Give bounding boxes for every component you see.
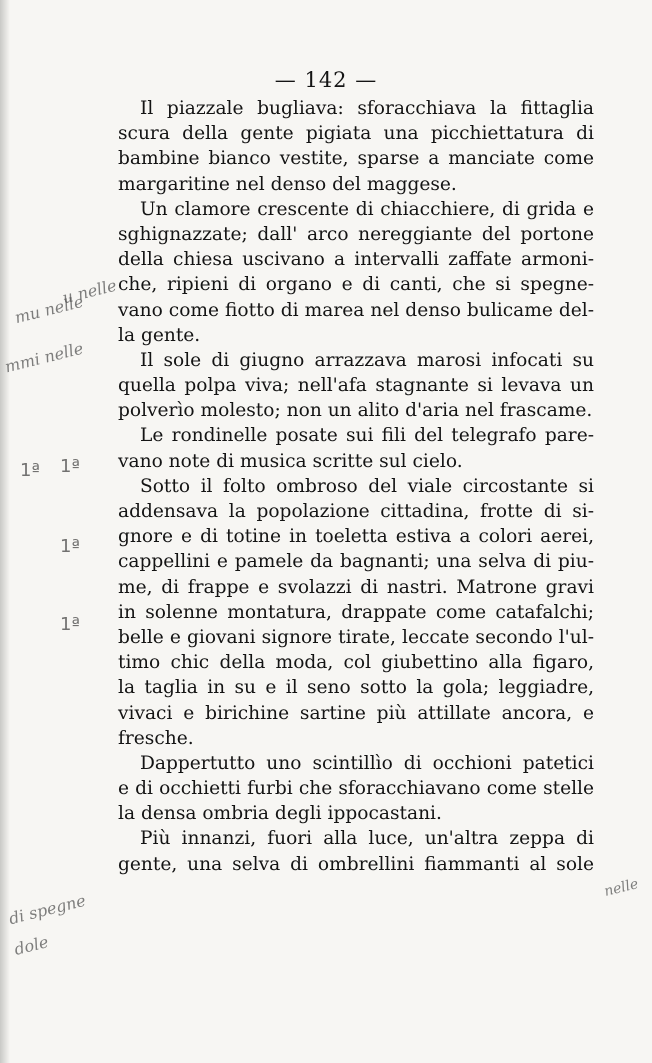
margin-note: u nelle bbox=[60, 275, 119, 308]
text-line: bambine bianco vestite, sparse a manciate come bbox=[118, 148, 594, 170]
text-line: fresche. bbox=[118, 727, 194, 749]
text-line: scura della gente pigiata una picchiettatura di bbox=[118, 123, 594, 145]
text-line: addensava la popolazione cittadina, frotte di si- bbox=[118, 501, 594, 522]
text-line: gnore e di totine in toeletta estiva a colori aerei, bbox=[118, 526, 594, 548]
margin-note: di spegne bbox=[6, 890, 88, 929]
text-line: della chiesa uscivano a intervalli zaffate armoni- bbox=[118, 249, 594, 271]
paragraph-4 bbox=[118, 423, 594, 473]
text-line: che, ripieni di organo e di canti, che si spegne- bbox=[118, 274, 594, 296]
body-text bbox=[118, 96, 594, 877]
text-line: Un clamore crescente di chiacchiere, di grida e bbox=[140, 198, 594, 220]
text-line: in solenne montatura, drappate come catafalchi; bbox=[118, 601, 594, 623]
text-line: vano note di musica scritte sul cielo. bbox=[118, 450, 463, 472]
margin-mark: 1ª bbox=[60, 456, 80, 477]
text-line: belle e giovani signore tirate, leccate secondo l'ul- bbox=[118, 626, 594, 648]
text-line: Il sole di giugno arrazzava marosi infocati su bbox=[140, 349, 594, 371]
margin-note: mmi nelle bbox=[2, 338, 86, 377]
text-line: la densa ombria degli ippocastani. bbox=[118, 803, 442, 825]
text-line: sghignazzate; dall' arco nereggiante del portone bbox=[118, 223, 594, 245]
text-line: quella polpa viva; nell'afa stagnante si levava un bbox=[118, 375, 594, 397]
text-line: gente, una selva di ombrellini fiammanti al sole bbox=[118, 853, 594, 875]
text-line: Dappertutto uno scintillìo di occhioni patetici bbox=[140, 752, 594, 774]
text-line: timo chic della moda, col giubettino alla figaro, bbox=[118, 652, 594, 674]
paragraph-2 bbox=[118, 197, 594, 348]
text-line: vano come fiotto di marea nel denso bulicame del- bbox=[118, 299, 594, 321]
text-line: vivaci e birichine sartine più attillate ancora, e bbox=[118, 702, 594, 724]
text-line: Sotto il folto ombroso del viale circostante si bbox=[140, 475, 594, 497]
paragraph-5 bbox=[118, 474, 594, 751]
text-line: la taglia in su e il seno sotto la gola; leggiadre, bbox=[118, 677, 594, 699]
margin-mark: 1ª bbox=[60, 614, 80, 635]
text-line: la gente. bbox=[118, 324, 201, 346]
text-line: Il piazzale bugliava: sforacchiava la fittaglia bbox=[140, 98, 594, 119]
margin-note: nelle bbox=[602, 876, 640, 900]
text-line: Più innanzi, fuori alla luce, un'altra zeppa di bbox=[140, 828, 594, 850]
paragraph-1 bbox=[118, 96, 594, 197]
scan-edge bbox=[0, 0, 10, 1063]
text-line: me, di frappe e svolazzi di nastri. Matrone gravi bbox=[118, 576, 594, 598]
margin-mark: 1ª bbox=[20, 460, 40, 481]
text-line: e di occhietti furbi che sforacchiavano come stelle bbox=[118, 778, 594, 800]
margin-mark: 1ª bbox=[60, 536, 80, 557]
text-line: polverìo molesto; non un alito d'aria nel frascame. bbox=[118, 400, 593, 422]
margin-note: mu nelle bbox=[12, 291, 86, 328]
text-line: margaritine nel denso del maggese. bbox=[118, 173, 457, 195]
text-line: Le rondinelle posate sui fili del telegrafo pare- bbox=[140, 425, 594, 447]
paragraph-6 bbox=[118, 751, 594, 827]
paragraph-7 bbox=[118, 826, 594, 876]
margin-note: dole bbox=[12, 932, 51, 959]
text-line: cappellini e pamele da bagnanti; una selva di piu- bbox=[118, 551, 594, 573]
paragraph-3 bbox=[118, 348, 594, 424]
page-number: — 142 — bbox=[274, 68, 378, 92]
